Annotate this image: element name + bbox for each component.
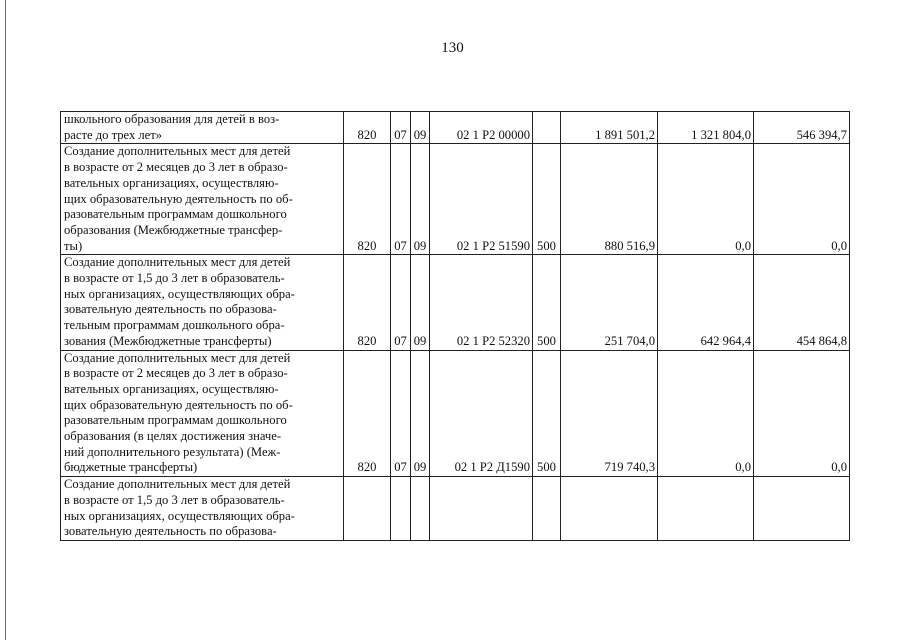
cell-admin-code: 820 [344, 255, 391, 350]
description-line: школьного образования для детей в воз- [64, 112, 280, 126]
page-number: 130 [441, 40, 464, 56]
cell-expense-type [533, 112, 561, 144]
page-left-edge [5, 0, 6, 640]
cell-amount-year-1: 719 740,3 [561, 350, 658, 477]
cell-amount-year-3: 0,0 [754, 144, 850, 255]
description-line: разовательным программам дошкольного [64, 413, 287, 428]
cell-section [391, 477, 411, 541]
table-row [61, 350, 850, 477]
table-row [61, 255, 850, 350]
description-line: щих образовательную деятельность по об- [64, 397, 293, 412]
cell-section: 07 [391, 350, 411, 477]
description-line: расте до трех лет» [64, 127, 163, 142]
cell-description [61, 477, 344, 541]
cell-target-article: 02 1 Р2 51590 [430, 144, 533, 255]
table-row [61, 477, 850, 541]
cell-amount-year-2: 0,0 [658, 350, 754, 477]
description-line: Создание дополнительных мест для детей [64, 477, 291, 492]
cell-description [61, 350, 344, 477]
description-line: зовательную деятельность по образова- [64, 524, 277, 539]
cell-amount-year-2: 1 321 804,0 [658, 112, 754, 144]
description-line: ты) [64, 238, 83, 253]
cell-amount-year-2 [658, 477, 754, 541]
cell-target-article: 02 1 Р2 Д1590 [430, 350, 533, 477]
description-line: Создание дополнительных мест для детей [64, 144, 291, 159]
cell-target-article: 02 1 Р2 00000 [430, 112, 533, 144]
cell-amount-year-1: 251 704,0 [561, 255, 658, 350]
cell-admin-code: 820 [344, 144, 391, 255]
description-line: щих образовательную деятельность по об- [64, 191, 293, 206]
cell-amount-year-1 [561, 477, 658, 541]
cell-expense-type: 500 [533, 144, 561, 255]
description-line: вательных организациях, осуществляю- [64, 175, 279, 190]
cell-amount-year-2: 642 964,4 [658, 255, 754, 350]
description-line: зования (Межбюджетные трансферты) [64, 333, 272, 348]
description-line: ний дополнительного результата) (Меж- [64, 444, 281, 459]
cell-section: 07 [391, 144, 411, 255]
cell-subsection: 09 [411, 350, 430, 477]
table-row [61, 112, 850, 144]
description-line: тельным программам дошкольного обра- [64, 318, 285, 333]
cell-admin-code: 820 [344, 350, 391, 477]
cell-description [61, 255, 344, 350]
cell-subsection: 09 [411, 255, 430, 350]
description-line: разовательным программам дошкольного [64, 207, 287, 222]
cell-amount-year-3 [754, 477, 850, 541]
cell-amount-year-1: 880 516,9 [561, 144, 658, 255]
description-line: бюджетные трансферты) [64, 460, 198, 475]
description-line: образования (Межбюджетные трансфер- [64, 222, 283, 237]
cell-target-article [430, 477, 533, 541]
description-line: вательных организациях, осуществляю- [64, 381, 279, 396]
cell-amount-year-3: 0,0 [754, 350, 850, 477]
budget-table [60, 111, 850, 541]
cell-target-article: 02 1 Р2 52320 [430, 255, 533, 350]
cell-description [61, 144, 344, 255]
table-row [61, 144, 850, 255]
cell-section: 07 [391, 112, 411, 144]
description-line: в возрасте от 2 месяцев до 3 лет в образо- [64, 160, 288, 175]
description-line: ных организациях, осуществляющих обра- [64, 508, 295, 523]
description-line: в возрасте от 2 месяцев до 3 лет в образо- [64, 366, 288, 381]
description-line: зовательную деятельность по образова- [64, 302, 277, 317]
cell-subsection: 09 [411, 112, 430, 144]
cell-subsection [411, 477, 430, 541]
cell-amount-year-3: 546 394,7 [754, 112, 850, 144]
description-line: ных организациях, осуществляющих обра- [64, 286, 295, 301]
description-line: Создание дополнительных мест для детей [64, 350, 291, 365]
cell-admin-code [344, 477, 391, 541]
cell-admin-code: 820 [344, 112, 391, 144]
description-line: в возрасте от 1,5 до 3 лет в образователь- [64, 492, 285, 507]
cell-expense-type: 500 [533, 255, 561, 350]
cell-section: 07 [391, 255, 411, 350]
cell-amount-year-1: 1 891 501,2 [561, 112, 658, 144]
cell-subsection: 09 [411, 144, 430, 255]
cell-expense-type [533, 477, 561, 541]
description-line: Создание дополнительных мест для детей [64, 255, 291, 270]
cell-expense-type: 500 [533, 350, 561, 477]
description-line: образования (в целях достижения значе- [64, 429, 282, 444]
description-line: в возрасте от 1,5 до 3 лет в образователь- [64, 271, 285, 286]
cell-amount-year-3: 454 864,8 [754, 255, 850, 350]
cell-description [61, 112, 344, 144]
table-body [61, 112, 850, 541]
cell-amount-year-2: 0,0 [658, 144, 754, 255]
